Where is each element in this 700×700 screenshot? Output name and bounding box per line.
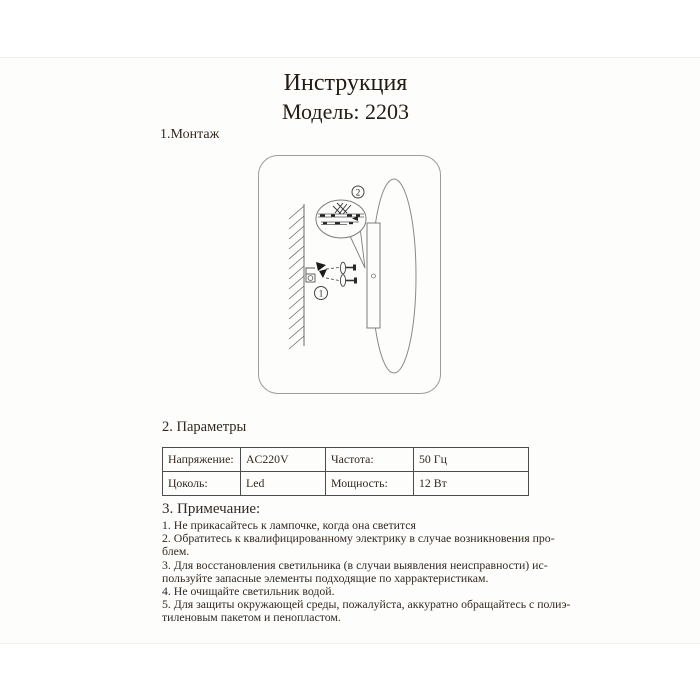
step-2-marker (352, 186, 364, 198)
step-2-label: 2 (355, 187, 361, 198)
param-value-frequency: 50 Гц (414, 448, 529, 472)
notes-list (162, 518, 571, 625)
wall-bracket-icon (306, 262, 327, 282)
model-number-line: Модель: 2203 (282, 99, 409, 124)
note-line: 3. Для восстановления светильника (в случаи выявления неисправности) ис- (162, 557, 548, 572)
table-row (163, 472, 529, 496)
wall-hatch-icon (289, 204, 304, 349)
section-heading-notes: 3. Примечание: (162, 501, 261, 517)
installation-diagram-drawing (259, 156, 440, 393)
param-label-voltage: Напряжение: (163, 448, 241, 472)
parameters-table (162, 447, 529, 496)
note-line: пользуйте запасные элементы подходящие по харрактеристикам. (162, 570, 489, 585)
param-value-voltage: AC220V (241, 448, 326, 472)
param-value-power: 12 Вт (414, 472, 529, 496)
mounting-screws-icon (340, 262, 357, 286)
note-line: 1. Не прикасайтесь к лампочке, когда она светится (162, 518, 416, 532)
note-line: 5. Для защиты окружающей среды, пожалуйста, аккуратно обращайтесь с полиэ- (162, 597, 571, 612)
screw-guide-dashed-lines (326, 268, 339, 281)
param-label-power: Мощность: (326, 472, 414, 496)
table-row (163, 448, 529, 472)
section-heading-montage: 1.Монтаж (160, 127, 220, 142)
step-1-label: 1 (318, 288, 324, 299)
param-label-frequency: Частота: (326, 448, 414, 472)
step-1-marker (315, 287, 328, 300)
section-heading-params: 2. Параметры (162, 419, 247, 435)
param-value-socket: Led (241, 472, 326, 496)
note-line: тиленовым пакетом и пенопластом. (162, 610, 341, 625)
installation-diagram (258, 155, 441, 394)
note-line: блем. (162, 544, 190, 559)
note-line: 4. Не очищайте светильник водой. (162, 584, 335, 599)
note-line: 2. Обратитесь к квалифицированному электрику в случае возникновения про- (162, 531, 555, 546)
mounting-plate (367, 223, 380, 328)
param-label-socket: Цоколь: (163, 472, 241, 496)
page-title: Инструкция (283, 70, 408, 96)
